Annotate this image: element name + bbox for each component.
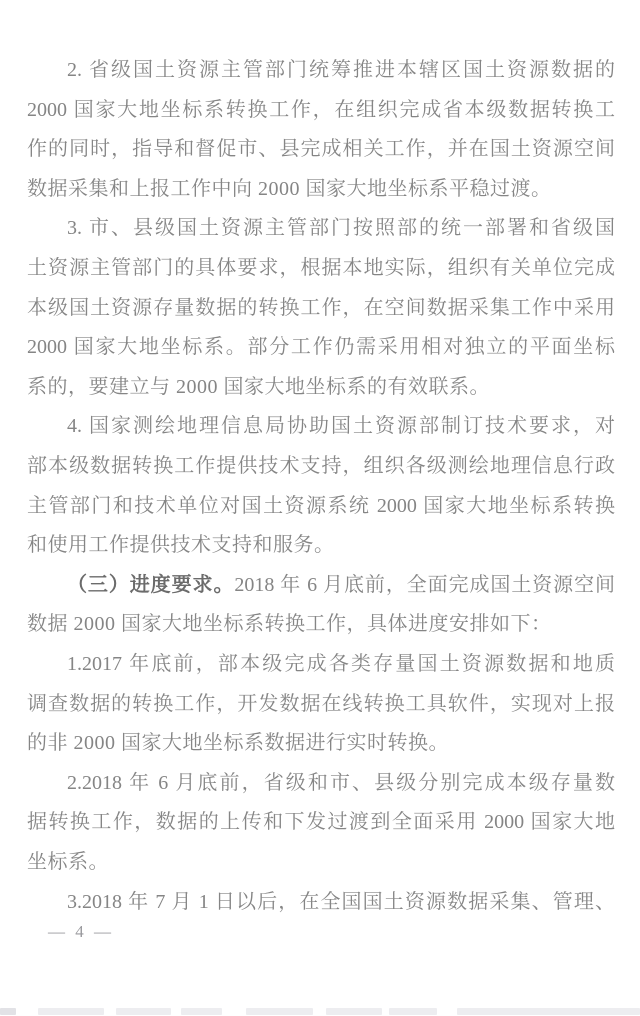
- text-line: 作的同时，指导和督促市、县完成相关工作，并在国土资源空间: [27, 138, 615, 160]
- text-line: 2.2018 年 6 月底前，省级和市、县级分别完成本级存量数: [67, 772, 615, 794]
- scan-artifact-dash: [457, 1008, 640, 1015]
- text-line: 3. 市、县级国土资源主管部门按照部的统一部署和省级国: [67, 217, 615, 239]
- text-line: 4. 国家测绘地理信息局协助国土资源部制订技术要求，对: [67, 415, 615, 437]
- text-line: 1.2017 年底前，部本级完成各类存量国土资源数据和地质: [67, 653, 615, 675]
- scan-artifact-dash: [326, 1008, 382, 1015]
- text-line: 土资源主管部门的具体要求，根据本地实际，组织有关单位完成: [27, 257, 615, 279]
- text-line: 2000 国家大地坐标系转换工作，在组织完成省本级数据转换工: [27, 99, 615, 121]
- scan-artifact-dash: [181, 1008, 222, 1015]
- scan-artifact-dash: [116, 1008, 171, 1015]
- text-line: 部本级数据转换工作提供技术支持，组织各级测绘地理信息行政: [27, 455, 615, 477]
- scan-artifact-dash: [246, 1008, 313, 1015]
- text-line: 3.2018 年 7 月 1 日以后，在全国国土资源数据采集、管理、: [67, 891, 615, 913]
- text-line: 的非 2000 国家大地坐标系数据进行实时转换。: [27, 732, 449, 754]
- text-line: 坐标系。: [27, 851, 109, 873]
- text-line: 主管部门和技术单位对国土资源系统 2000 国家大地坐标系转换: [27, 495, 615, 517]
- scan-artifact-dash: [389, 1008, 437, 1015]
- page-number: — 4 —: [48, 922, 114, 941]
- text-line: 数据 2000 国家大地坐标系转换工作，具体进度安排如下：: [27, 613, 552, 635]
- text-line: （三）进度要求。2018 年 6 月底前，全面完成国土资源空间: [67, 574, 616, 596]
- text-line: 系的，要建立与 2000 国家大地坐标系的有效联系。: [27, 376, 490, 398]
- text-line: 2000 国家大地坐标系。部分工作仍需采用相对独立的平面坐标: [27, 336, 615, 358]
- section-heading: （三）进度要求。: [67, 574, 235, 596]
- text-line: 和使用工作提供技术支持和服务。: [27, 534, 335, 556]
- scan-artifact-dash: [0, 1008, 16, 1015]
- document-text: [27, 0, 615, 1016]
- text-line: 据转换工作，数据的上传和下发过渡到全面采用 2000 国家大地: [27, 811, 615, 833]
- text-line: 调查数据的转换工作，开发数据在线转换工具软件，实现对上报: [27, 693, 615, 715]
- text-line: 数据采集和上报工作中向 2000 国家大地坐标系平稳过渡。: [27, 178, 552, 200]
- text-line: 本级国土资源存量数据的转换工作，在空间数据采集工作中采用: [27, 297, 615, 319]
- text-line: 2. 省级国土资源主管部门统筹推进本辖区国土资源数据的: [67, 59, 615, 81]
- scan-artifact-dash: [38, 1008, 104, 1015]
